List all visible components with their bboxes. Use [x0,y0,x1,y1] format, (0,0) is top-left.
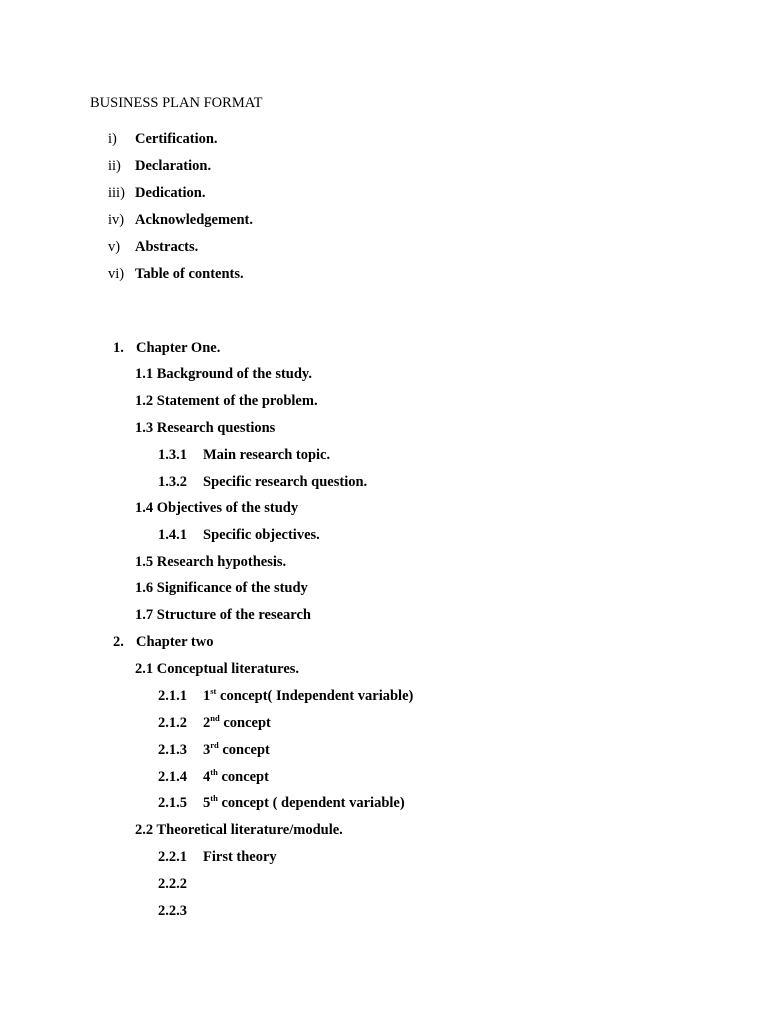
document-title: BUSINESS PLAN FORMAT [90,95,263,111]
subsection-2-1-5: 5th concept ( dependent variable) [203,793,405,811]
prelim-num: v) [108,239,121,255]
subsection-number: 2.1.5 [158,795,187,811]
subsection-1-4-1: Specific objectives. [203,527,320,543]
subsection-2-2-2: 2.2.2 [158,876,187,892]
subsection-2-1-1: 1st concept( Independent variable) [203,686,414,704]
section-1-5: 1.5 Research hypothesis. [135,554,287,570]
prelim-num: i) [108,131,117,147]
subsection-number: 1.4.1 [158,527,187,543]
chapter-number: 1. [113,340,124,356]
prelim-abstracts: Abstracts. [135,239,199,255]
prelim-certification: Certification. [135,131,218,147]
section-1-3: 1.3 Research questions [135,420,276,436]
section-1-6: 1.6 Significance of the study [135,580,308,596]
subsection-number: 2.1.1 [158,688,187,704]
section-1-7: 1.7 Structure of the research [135,607,311,623]
subsection-number: 2.2.1 [158,849,187,865]
subsection-2-1-2: 2nd concept [203,713,271,731]
prelim-table-of-contents: Table of contents. [135,266,244,282]
prelim-num: ii) [108,158,121,174]
section-2-1: 2.1 Conceptual literatures. [135,661,300,677]
section-1-4: 1.4 Objectives of the study [135,500,299,516]
subsection-2-2-1: First theory [203,849,277,865]
prelim-dedication: Dedication. [135,185,206,201]
subsection-2-1-4: 4th concept [203,767,269,785]
prelim-num: vi) [108,266,125,282]
subsection-number: 1.3.1 [158,447,187,463]
section-2-2: 2.2 Theoretical literature/module. [135,822,343,838]
subsection-2-1-3: 3rd concept [203,740,270,758]
chapter-two-title: Chapter two [136,634,214,650]
prelim-num: iii) [108,185,125,201]
subsection-number: 2.1.3 [158,742,187,758]
subsection-number: 1.3.2 [158,474,187,490]
chapter-one-title: Chapter One. [136,340,221,356]
subsection-1-3-1: Main research topic. [203,447,331,463]
section-1-1: 1.1 Background of the study. [135,366,312,382]
subsection-1-3-2: Specific research question. [203,474,368,490]
subsection-number: 2.1.4 [158,769,187,785]
subsection-number: 2.1.2 [158,715,187,731]
subsection-2-2-3: 2.2.3 [158,903,187,919]
prelim-declaration: Declaration. [135,158,212,174]
prelim-acknowledgement: Acknowledgement. [135,212,254,228]
section-1-2: 1.2 Statement of the problem. [135,393,318,409]
prelim-num: iv) [108,212,125,228]
chapter-number: 2. [113,634,124,650]
